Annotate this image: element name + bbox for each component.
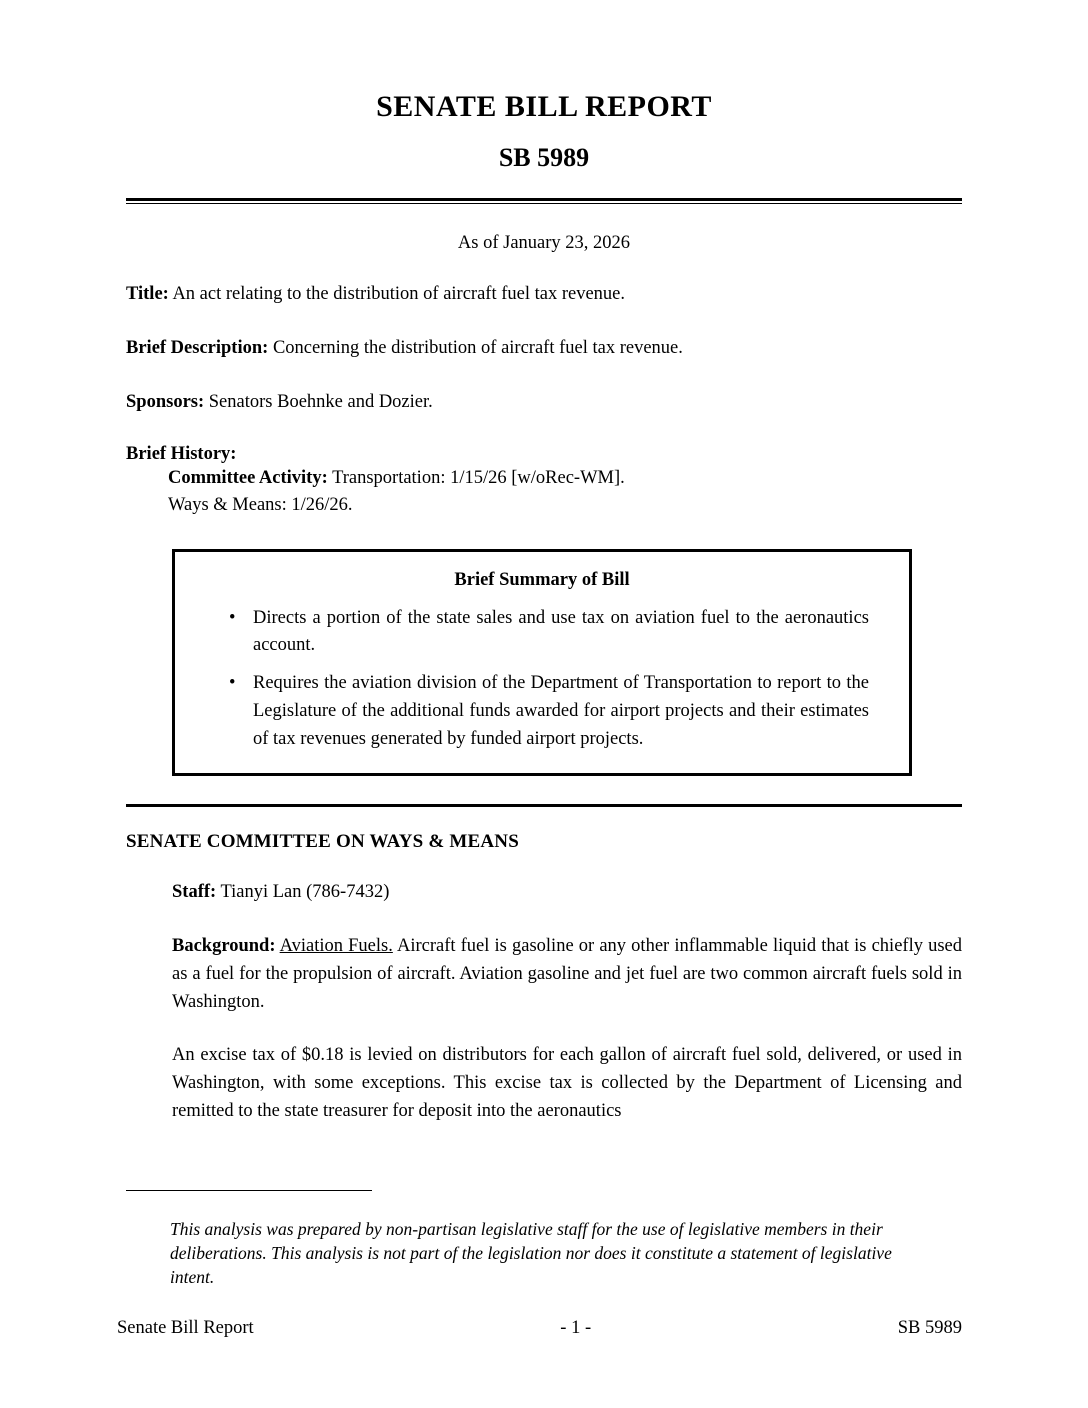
- section-divider: [126, 804, 962, 807]
- page-title: SENATE BILL REPORT: [376, 90, 712, 123]
- background-label: Background:: [172, 936, 276, 957]
- footer-right: SB 5989: [897, 1318, 962, 1338]
- staff-value: Tianyi Lan (786-7432): [220, 882, 390, 903]
- list-item: • Directs a portion of the state sales and use tax on aviation fuel to the aeronautics account.: [227, 605, 869, 661]
- committee-activity-line: [168, 465, 962, 492]
- field-sponsors: [126, 390, 962, 416]
- brief-history-label: Brief History:: [126, 444, 237, 465]
- footer-left: Senate Bill Report: [117, 1318, 254, 1338]
- list-item: • Requires the aviation division of the Department of Transportation to report to the Legislature of the additional funds awarded for airport projects and their estimates of tax revenues generated by funded airport projects.: [227, 670, 869, 753]
- footnote-divider: [126, 1190, 372, 1191]
- field-title-value: An act relating to the distribution of aircraft fuel tax revenue.: [172, 284, 626, 305]
- footer-page-number: - 1 -: [560, 1318, 592, 1338]
- committee-activity-value: Transportation: 1/15/26 [w/oRec-WM].: [332, 468, 625, 489]
- committee-activity-line-2: Ways & Means: 1/26/26.: [168, 494, 353, 515]
- document-content: [126, 0, 962, 1126]
- committee-heading: SENATE COMMITTEE ON WAYS & MEANS: [126, 831, 519, 853]
- field-sponsors-label: Sponsors:: [126, 392, 205, 413]
- staff-line: [172, 879, 962, 907]
- background-paragraph-1: [172, 933, 962, 1016]
- field-title: [126, 282, 962, 308]
- background-text-1: Aircraft fuel is gasoline or any other inflammable liquid that is chiefly used as a fuel for the propulsion of aircraft. Aviation gasoline and jet fuel are two common aircraft fuels sold in Washington.: [172, 936, 963, 1012]
- header-divider-thin: [126, 203, 962, 204]
- staff-label: Staff:: [172, 882, 217, 903]
- bill-number: SB 5989: [498, 142, 590, 172]
- field-brief-description: [126, 336, 962, 362]
- page-footer: [117, 1318, 962, 1339]
- brief-summary-list: [201, 605, 883, 754]
- footnote-text: This analysis was prepared by non-partisan legislative staff for the use of legislative members in their deliberations. This analysis is not part of the legislation nor does it constitute a statement of legislative intent.: [170, 1219, 892, 1287]
- background-paragraph-2: An excise tax of $0.18 is levied on distributors for each gallon of aircraft fuel sold, delivered, or used in Washington, with some exceptions. This excise tax is collected by the Department of Licensing and remitted to the state treasurer for deposit into the aeronautics: [172, 1045, 962, 1121]
- background-subhead: Aviation Fuels.: [279, 936, 393, 957]
- committee-activity-label: Committee Activity:: [168, 468, 328, 489]
- as-of-date: As of January 23, 2026: [457, 233, 631, 254]
- field-brief-description-value: Concerning the distribution of aircraft fuel tax revenue.: [272, 338, 683, 359]
- field-brief-description-label: Brief Description:: [126, 338, 269, 359]
- brief-summary-heading: Brief Summary of Bill: [454, 569, 630, 590]
- brief-summary-box: [172, 549, 912, 777]
- field-title-label: Title:: [126, 284, 169, 305]
- header-divider: [126, 198, 962, 201]
- field-sponsors-value: Senators Boehnke and Dozier.: [208, 392, 433, 413]
